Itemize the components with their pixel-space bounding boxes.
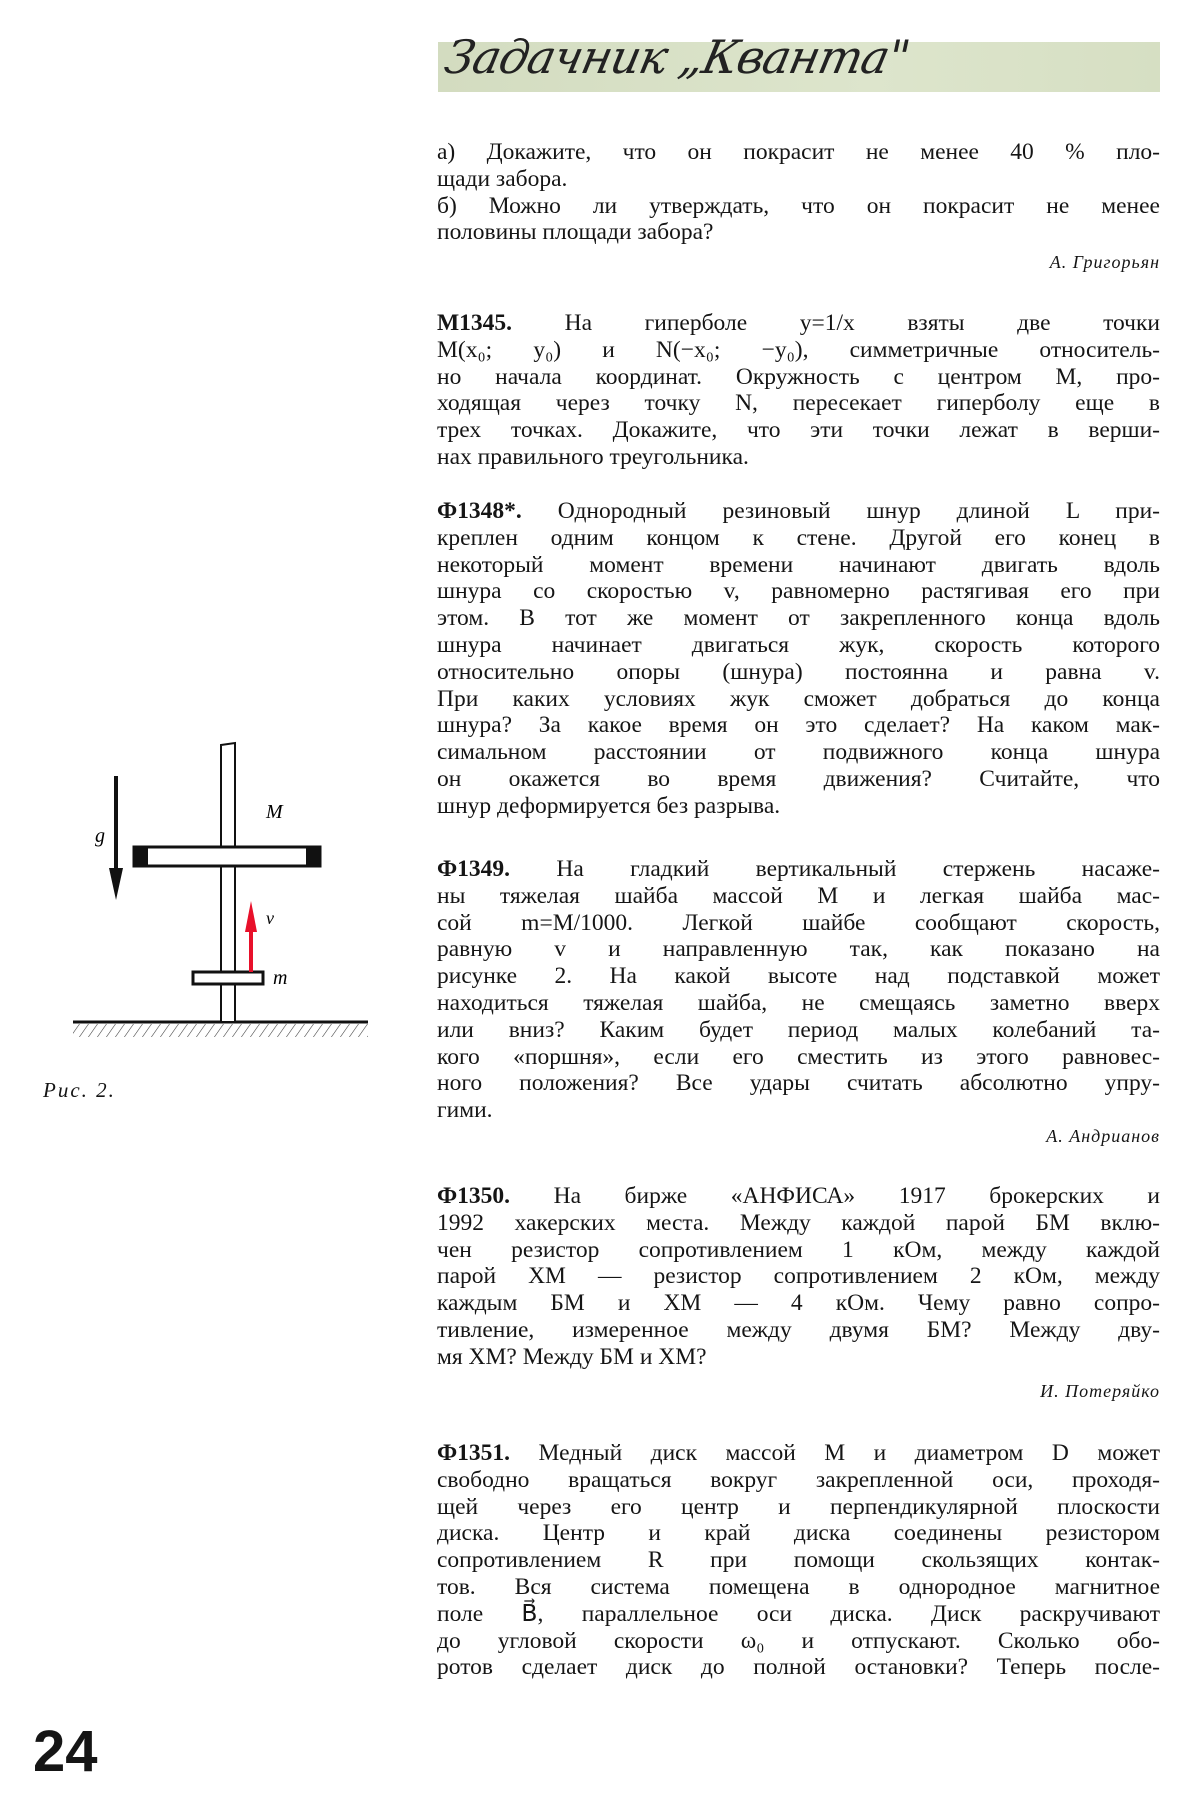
- text-line: до угловой скорости ω₀ и отпускают. Сколько обо-: [437, 1627, 1160, 1654]
- velocity-arrowhead-icon: [245, 901, 257, 932]
- text-line: [437, 856, 1160, 883]
- problem-text: На гладкий вертикальный стержень насаже-: [556, 856, 1160, 882]
- text-line: ходящая через точку N, пересекает гиперболу еще в: [437, 390, 1160, 417]
- text-line: находиться тяжелая шайба, не смещаясь заметно вверх: [437, 989, 1160, 1016]
- text-line: [437, 1183, 1160, 1210]
- text-line: гими.: [437, 1097, 493, 1124]
- text-line: некоторый момент времени начинают двигать вдоль: [437, 551, 1160, 578]
- problem-block: [437, 856, 1160, 1124]
- text-line: а) Докажите, что он покрасит не менее 40 % пло-: [437, 139, 1160, 165]
- section-title: Задачник „Кванта": [440, 30, 915, 84]
- author-grigoryan: А. Григорьян: [1049, 252, 1160, 272]
- text-line: парой ХМ — резистор сопротивлением 2 кОм, между: [437, 1263, 1160, 1290]
- text-line: щади забора.: [437, 165, 568, 192]
- page-number: 24: [33, 1719, 98, 1784]
- label-m: m: [273, 967, 288, 989]
- text-line: тов. Вся система помещена в однородное магнитное: [437, 1573, 1160, 1600]
- label-g: g: [95, 825, 105, 847]
- text-line: При каких условиях жук сможет добраться до конца: [437, 685, 1160, 712]
- text-line: [437, 310, 1160, 337]
- text-line: этом. В тот же момент от закрепленного конца вдоль: [437, 605, 1160, 632]
- figure-caption: Рис. 2.: [43, 1078, 116, 1102]
- text-line: [437, 498, 1160, 525]
- text-line: чен резистор сопротивлением 1 кОм, между каждой: [437, 1236, 1160, 1263]
- text-line: шнура со скоростью v, равномерно растягивая его при: [437, 578, 1160, 605]
- label-v: v: [266, 908, 274, 928]
- problem-text: На бирже «АНФИСА» 1917 брокерских и: [553, 1183, 1161, 1209]
- text-line: каждым БМ и ХМ — 4 кОм. Чему равно сопро-: [437, 1290, 1160, 1317]
- problem-text: Однородный резиновый шнур длиной L при-: [557, 498, 1161, 524]
- author-poteryaiko: И. Потеряйко: [1040, 1381, 1160, 1401]
- text-line: мя ХМ? Между БМ и ХМ?: [437, 1343, 707, 1370]
- text-line: нах правильного треугольника.: [437, 443, 749, 470]
- text-line: ротов сделает диск до полной остановки? Теперь после-: [437, 1654, 1160, 1681]
- text-line: или вниз? Каким будет период малых колебаний та-: [437, 1016, 1160, 1043]
- text-line: поле B⃗, параллельное оси диска. Диск раскручивают: [437, 1600, 1160, 1627]
- problem-block: [437, 1183, 1160, 1371]
- text-line: сопротивлением R при помощи скользящих контак-: [437, 1547, 1160, 1574]
- problem-label: М1345.: [437, 310, 513, 336]
- author-andrianov: А. Андрианов: [1046, 1126, 1160, 1146]
- heavy-washer-M: [134, 847, 320, 866]
- text-line: диска. Центр и край диска соединены резистором: [437, 1520, 1160, 1547]
- light-washer-m: [193, 972, 263, 984]
- text-line: 1992 хакерских места. Между каждой парой БМ вклю-: [437, 1209, 1160, 1236]
- text-line: но начала координат. Окружность с центром M, про-: [437, 363, 1160, 390]
- text-line: ны тяжелая шайба массой M и легкая шайба мас-: [437, 882, 1160, 909]
- text-line: [437, 1440, 1160, 1467]
- text-line: сой m=M/1000. Легкой шайбе сообщают скорость,: [437, 909, 1160, 936]
- text-line: шнура начинает двигаться жук, скорость которого: [437, 631, 1160, 658]
- text-line: шнура? За какое время он это сделает? На каком мак-: [437, 712, 1160, 739]
- text-line: тивление, измеренное между двумя БМ? Между дву-: [437, 1316, 1160, 1343]
- text-line: шнур деформируется без разрыва.: [437, 792, 781, 819]
- text-line: ного положения? Все удары считать абсолютно упру-: [437, 1070, 1160, 1097]
- text-line: б) Можно ли утверждать, что он покрасит не менее: [437, 192, 1160, 219]
- text-line: щей через его центр и перпендикулярной плоскости: [437, 1493, 1160, 1520]
- problem-text: Медный диск массой M и диаметром D может: [538, 1440, 1161, 1466]
- text-line: симальном расстоянии от подвижного конца шнура: [437, 739, 1160, 766]
- text-line: относительно опоры (шнура) постоянна и равна v.: [437, 658, 1160, 685]
- problem-block: [437, 1440, 1160, 1681]
- problem-label: Ф1351.: [437, 1440, 511, 1466]
- ground-hatching: [73, 1024, 368, 1037]
- problem-block: [437, 310, 1160, 471]
- text-line: свободно вращаться вокруг закрепленной оси, проходя-: [437, 1466, 1160, 1493]
- intro-block: [437, 139, 1160, 246]
- problem-text: На гиперболе y=1/x взяты две точки: [564, 310, 1160, 336]
- text-line: кого «поршня», если его сместить из этого равновес-: [437, 1043, 1160, 1070]
- text-line: рисунке 2. На какой высоте над подставкой может: [437, 963, 1160, 990]
- gravity-arrowhead-icon: [109, 868, 123, 900]
- problem-block: [437, 498, 1160, 820]
- problem-label: Ф1348*.: [437, 498, 522, 524]
- problem-label: Ф1350.: [437, 1183, 511, 1209]
- text-line: он окажется во время движения? Считайте, что: [437, 765, 1160, 792]
- problem-label: Ф1349.: [437, 856, 511, 882]
- text-line: половины площади забора?: [437, 219, 714, 246]
- figure-2: [0, 700, 420, 1120]
- text-line: креплен одним концом к стене. Другой его конец в: [437, 524, 1160, 551]
- text-line: трех точках. Докажите, что эти точки лежат в верши-: [437, 417, 1160, 444]
- label-M: M: [266, 801, 283, 823]
- text-line: M(x₀; y₀) и N(−x₀; −y₀), симметричные относитель-: [437, 336, 1160, 363]
- text-line: равную v и направленную так, как показано на: [437, 936, 1160, 963]
